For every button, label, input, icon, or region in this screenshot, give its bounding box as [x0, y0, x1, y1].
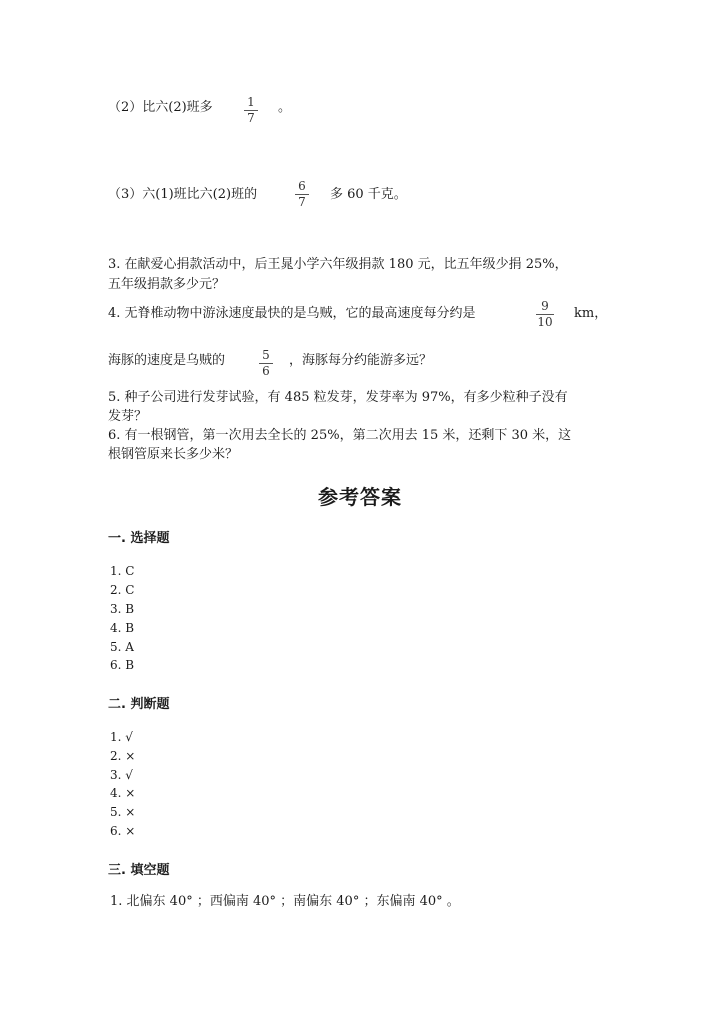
question-2-3-text: （3）六(1)班比六(2)班的	[108, 187, 258, 202]
question-4-unit: km，	[574, 306, 608, 321]
question-4-line2: 海豚的速度是乌贼的	[108, 353, 226, 368]
choice-answer-1: 1. C	[110, 564, 135, 578]
question-6-line2: 根钢管原来长多少米？	[108, 447, 239, 462]
section-fill-title: 三. 填空题	[108, 863, 170, 878]
choice-answer-5: 5. A	[110, 640, 134, 654]
question-6-line1: 6. 有一根钢管，第一次用去全长的 25%，第二次用去 15 米，还剩下 30 米，这	[108, 428, 572, 443]
fill-answer-1: 1. 北偏东 40° ；西偏南 40° ；南偏东 40° ；东偏南 40° 。	[110, 894, 460, 909]
answers-title: 参考答案	[318, 485, 402, 509]
fraction-9-10	[536, 300, 554, 329]
choice-answer-6: 6. B	[110, 658, 135, 672]
question-5-line2: 发芽？	[108, 409, 148, 424]
question-2-2-before: （2）比六(2)班多	[108, 100, 213, 115]
judge-answer-6: 6. ×	[110, 824, 136, 838]
question-3-line2: 五年级捐款多少元？	[108, 277, 226, 292]
fraction-numerator: 6	[298, 179, 306, 193]
question-2-2-after: 。	[278, 100, 292, 115]
judge-answer-4: 4. ×	[110, 786, 136, 800]
fraction-numerator: 9	[541, 299, 549, 313]
question-2-3-after: 多 60 千克。	[330, 187, 407, 202]
fraction-6-7	[295, 180, 309, 209]
judge-answer-1: 1. √	[110, 730, 133, 744]
fraction-numerator: 1	[247, 95, 255, 109]
question-2-2-text	[108, 99, 213, 117]
question-3-line1: 3. 在献爱心捐款活动中，后王晁小学六年级捐款 180 元，比五年级少捐 25%，	[108, 257, 568, 272]
choice-answer-4: 4. B	[110, 621, 135, 635]
fraction-denominator: 7	[298, 195, 306, 209]
section-judge-title: 二. 判断题	[108, 697, 170, 712]
fraction-5-6	[259, 349, 273, 378]
choice-answer-3: 3. B	[110, 602, 135, 616]
judge-answer-3: 3. √	[110, 768, 133, 782]
fraction-numerator: 5	[262, 348, 270, 362]
judge-answer-2: 2. ×	[110, 749, 136, 763]
fraction-denominator: 10	[537, 315, 553, 329]
section-choice-title: 一. 选择题	[108, 531, 170, 546]
fraction-1-7	[244, 96, 258, 125]
question-4-line1: 4. 无脊椎动物中游泳速度最快的是乌贼，它的最高速度每分约是	[108, 306, 476, 321]
judge-answer-5: 5. ×	[110, 805, 136, 819]
choice-answer-2: 2. C	[110, 583, 135, 597]
fraction-denominator: 6	[262, 364, 270, 378]
question-4-line2-after: ，海豚每分约能游多远？	[289, 353, 433, 368]
question-5-line1: 5. 种子公司进行发芽试验，有 485 粒发芽，发芽率为 97%，有多少粒种子没有	[108, 390, 568, 405]
fraction-denominator: 7	[247, 111, 255, 125]
